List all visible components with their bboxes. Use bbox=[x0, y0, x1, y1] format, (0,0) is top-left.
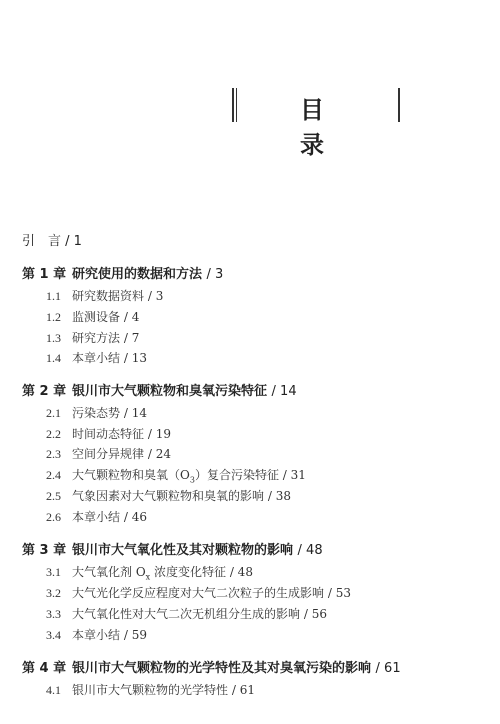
toc-section-2-1[interactable] bbox=[46, 404, 147, 421]
chapter-page: / 3 bbox=[206, 267, 224, 282]
section-page: / 19 bbox=[147, 427, 171, 441]
intro-label: 引 言 bbox=[22, 234, 62, 249]
toc-section-2-6[interactable] bbox=[46, 508, 147, 525]
section-number: 2.6 bbox=[46, 510, 61, 524]
section-title: 气象因素对大气颗粒物和臭氧的影响 bbox=[72, 489, 265, 503]
chapter-number: 第 4 章 bbox=[22, 661, 67, 676]
chapter-page: / 14 bbox=[271, 384, 297, 399]
chapter-page: / 61 bbox=[375, 661, 401, 676]
section-title: 污染态势 bbox=[72, 406, 121, 420]
section-title: 银川市大气颗粒物的光学特性 bbox=[72, 683, 229, 697]
section-page: / 31 bbox=[282, 468, 306, 482]
toc-section-4-1[interactable] bbox=[46, 681, 255, 698]
toc-chapter-3[interactable] bbox=[22, 539, 323, 558]
chapter-page: / 48 bbox=[297, 543, 323, 558]
section-number: 2.2 bbox=[46, 427, 61, 441]
section-number: 3.4 bbox=[46, 628, 61, 642]
section-number: 4.1 bbox=[46, 683, 61, 697]
section-number: 3.1 bbox=[46, 565, 61, 579]
page-title: 目 录 bbox=[300, 96, 344, 159]
section-page: / 53 bbox=[327, 586, 351, 600]
section-page: / 13 bbox=[123, 351, 147, 365]
chapter-number: 第 2 章 bbox=[22, 384, 67, 399]
toc-chapter-1[interactable] bbox=[22, 263, 223, 282]
section-page: / 61 bbox=[231, 683, 255, 697]
subscript: x bbox=[145, 572, 151, 582]
toc-section-3-2[interactable] bbox=[46, 584, 351, 601]
toc-section-3-1[interactable] bbox=[46, 563, 253, 581]
section-number: 3.3 bbox=[46, 607, 61, 621]
toc-intro[interactable] bbox=[22, 230, 82, 249]
toc-section-2-2[interactable] bbox=[46, 425, 171, 442]
section-title: 时间动态特征 bbox=[72, 427, 145, 441]
section-title-cont: ）复合污染特征 bbox=[194, 468, 279, 482]
section-page: / 4 bbox=[123, 310, 140, 324]
section-page: / 24 bbox=[147, 447, 171, 461]
section-title: 本章小结 bbox=[72, 510, 121, 524]
section-page: / 38 bbox=[267, 489, 291, 503]
section-number: 2.5 bbox=[46, 489, 61, 503]
section-page: / 56 bbox=[303, 607, 327, 621]
toc-section-1-3[interactable] bbox=[46, 329, 139, 346]
toc-section-3-4[interactable] bbox=[46, 626, 147, 643]
section-page: / 59 bbox=[123, 628, 147, 642]
section-title: 研究数据资料 bbox=[72, 289, 145, 303]
chapter-title: 银川市大气颗粒物的光学特性及其对臭氧污染的影响 bbox=[72, 661, 372, 676]
section-title: 研究方法 bbox=[72, 331, 121, 345]
section-title-cont: 浓度变化特征 bbox=[150, 565, 226, 579]
section-title: 大气光化学反应程度对大气二次粒子的生成影响 bbox=[72, 586, 325, 600]
toc-chapter-2[interactable] bbox=[22, 380, 297, 399]
section-title: 大气氧化剂 O bbox=[72, 565, 146, 579]
toc-section-1-1[interactable] bbox=[46, 287, 163, 304]
section-title: 本章小结 bbox=[72, 351, 121, 365]
section-number: 3.2 bbox=[46, 586, 61, 600]
chapter-title: 研究使用的数据和方法 bbox=[72, 267, 203, 282]
chapter-number: 第 1 章 bbox=[22, 267, 67, 282]
section-page: / 3 bbox=[147, 289, 164, 303]
title-left-bar-thin bbox=[236, 88, 237, 122]
chapter-title: 银川市大气颗粒物和臭氧污染特征 bbox=[72, 384, 268, 399]
toc-section-2-4[interactable] bbox=[46, 466, 306, 484]
toc-section-1-2[interactable] bbox=[46, 308, 139, 325]
section-number: 1.4 bbox=[46, 351, 61, 365]
section-title: 大气氧化性对大气二次无机组分生成的影响 bbox=[72, 607, 301, 621]
section-number: 1.3 bbox=[46, 331, 61, 345]
section-title: 本章小结 bbox=[72, 628, 121, 642]
section-number: 1.1 bbox=[46, 289, 61, 303]
section-page: / 14 bbox=[123, 406, 147, 420]
section-page: / 48 bbox=[229, 565, 253, 579]
toc-chapter-4[interactable] bbox=[22, 657, 401, 676]
intro-page: / 1 bbox=[65, 234, 82, 249]
toc-section-3-3[interactable] bbox=[46, 605, 327, 622]
subscript: 3 bbox=[189, 475, 195, 485]
section-number: 2.4 bbox=[46, 468, 61, 482]
chapter-number: 第 3 章 bbox=[22, 543, 67, 558]
toc-section-2-5[interactable] bbox=[46, 487, 291, 504]
toc-section-2-3[interactable] bbox=[46, 445, 171, 462]
chapter-title: 银川市大气氧化性及其对颗粒物的影响 bbox=[72, 543, 294, 558]
title-left-bar bbox=[232, 88, 234, 122]
section-title: 大气颗粒物和臭氧（O bbox=[72, 468, 190, 482]
section-page: / 46 bbox=[123, 510, 147, 524]
toc-title-block bbox=[232, 88, 400, 159]
toc-section-1-4[interactable] bbox=[46, 349, 147, 366]
section-number: 2.3 bbox=[46, 447, 61, 461]
section-page: / 7 bbox=[123, 331, 140, 345]
section-number: 1.2 bbox=[46, 310, 61, 324]
section-title: 监测设备 bbox=[72, 310, 121, 324]
title-right-bar bbox=[398, 88, 400, 122]
section-number: 2.1 bbox=[46, 406, 61, 420]
section-title: 空间分异规律 bbox=[72, 447, 145, 461]
